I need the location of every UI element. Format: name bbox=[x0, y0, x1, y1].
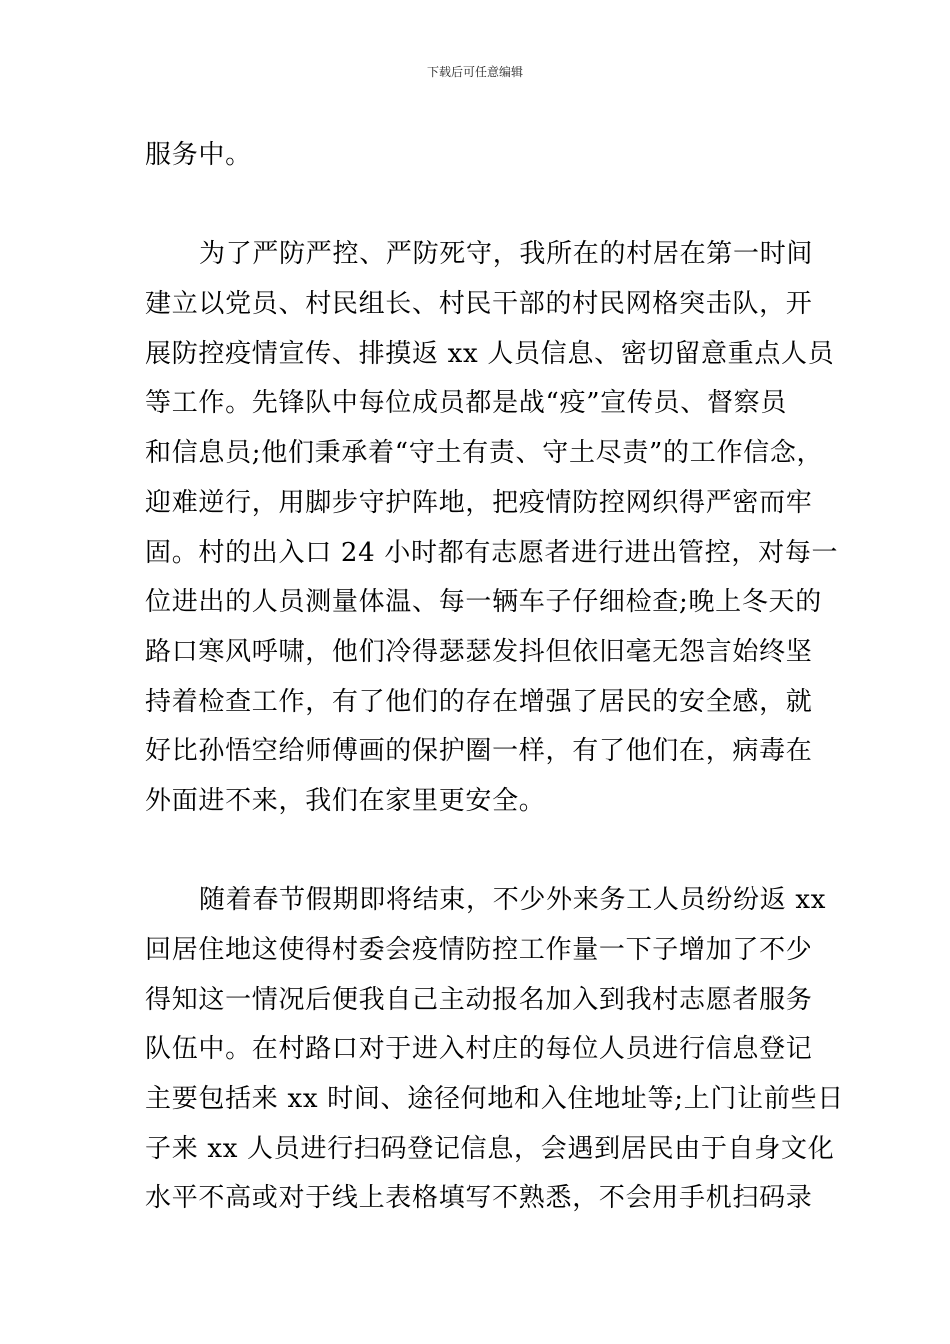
text-line: 子来 xx 人员进行扫码登记信息，会遇到居民由于自身文化 bbox=[145, 1133, 835, 1164]
text-line: 路口寒风呼啸，他们冷得瑟瑟发抖但依旧毫无怨言始终坚 bbox=[145, 636, 813, 667]
text-line: 回居住地这使得村委会疫情防控工作量一下子增加了不少 bbox=[145, 935, 813, 965]
text-line: 等工作。先锋队中每位成员都是战“疫”宣传员、督察员 bbox=[145, 388, 788, 419]
text-line: 随着春节假期即将结束，不少外来务工人员纷纷返 xx bbox=[199, 885, 827, 916]
text-line: 位进出的人员测量体温、每一辆车子仔细检查;晚上冬天的 bbox=[145, 587, 822, 618]
text-line: 好比孙悟空给师傅画的保护圈一样，有了他们在，病毒在 bbox=[145, 736, 813, 767]
paragraph-gap bbox=[145, 181, 815, 231]
text-line: 展防控疫情宣传、排摸返 xx 人员信息、密切留意重点人员 bbox=[145, 338, 835, 369]
text-line: 固。村的出入口 24 小时都有志愿者进行进出管控，对每一 bbox=[145, 537, 839, 568]
page-header: 下载后可任意编辑 bbox=[426, 65, 523, 79]
text-line: 外面进不来，我们在家里更安全。 bbox=[145, 785, 546, 816]
document-body bbox=[145, 131, 844, 1224]
text-line: 持着检查工作，有了他们的存在增强了居民的安全感，就 bbox=[145, 686, 813, 717]
text-line: 得知这一情况后便我自己主动报名加入到我村志愿者服务 bbox=[145, 984, 813, 1015]
text-line: 和信息员;他们秉承着“守土有责、守土尽责”的工作信念， bbox=[145, 438, 824, 469]
text-line: 服务中。 bbox=[145, 140, 252, 170]
text-line: 建立以党员、村民组长、村民干部的村民网格突击队，开 bbox=[145, 289, 813, 320]
text-line: 迎难逆行，用脚步守护阵地，把疫情防控网织得严密而牢 bbox=[145, 487, 813, 518]
text-line: 水平不高或对于线上表格填写不熟悉，不会用手机扫码录 bbox=[145, 1183, 813, 1214]
text-line: 主要包括来 xx 时间、途径何地和入住地址等;上门让前些日 bbox=[145, 1084, 844, 1115]
text-line: 队伍中。在村路口对于进入村庄的每位人员进行信息登记 bbox=[145, 1034, 813, 1065]
paragraph-gap bbox=[145, 827, 815, 877]
text-line: 为了严防严控、严防死守，我所在的村居在第一时间 bbox=[199, 239, 814, 270]
